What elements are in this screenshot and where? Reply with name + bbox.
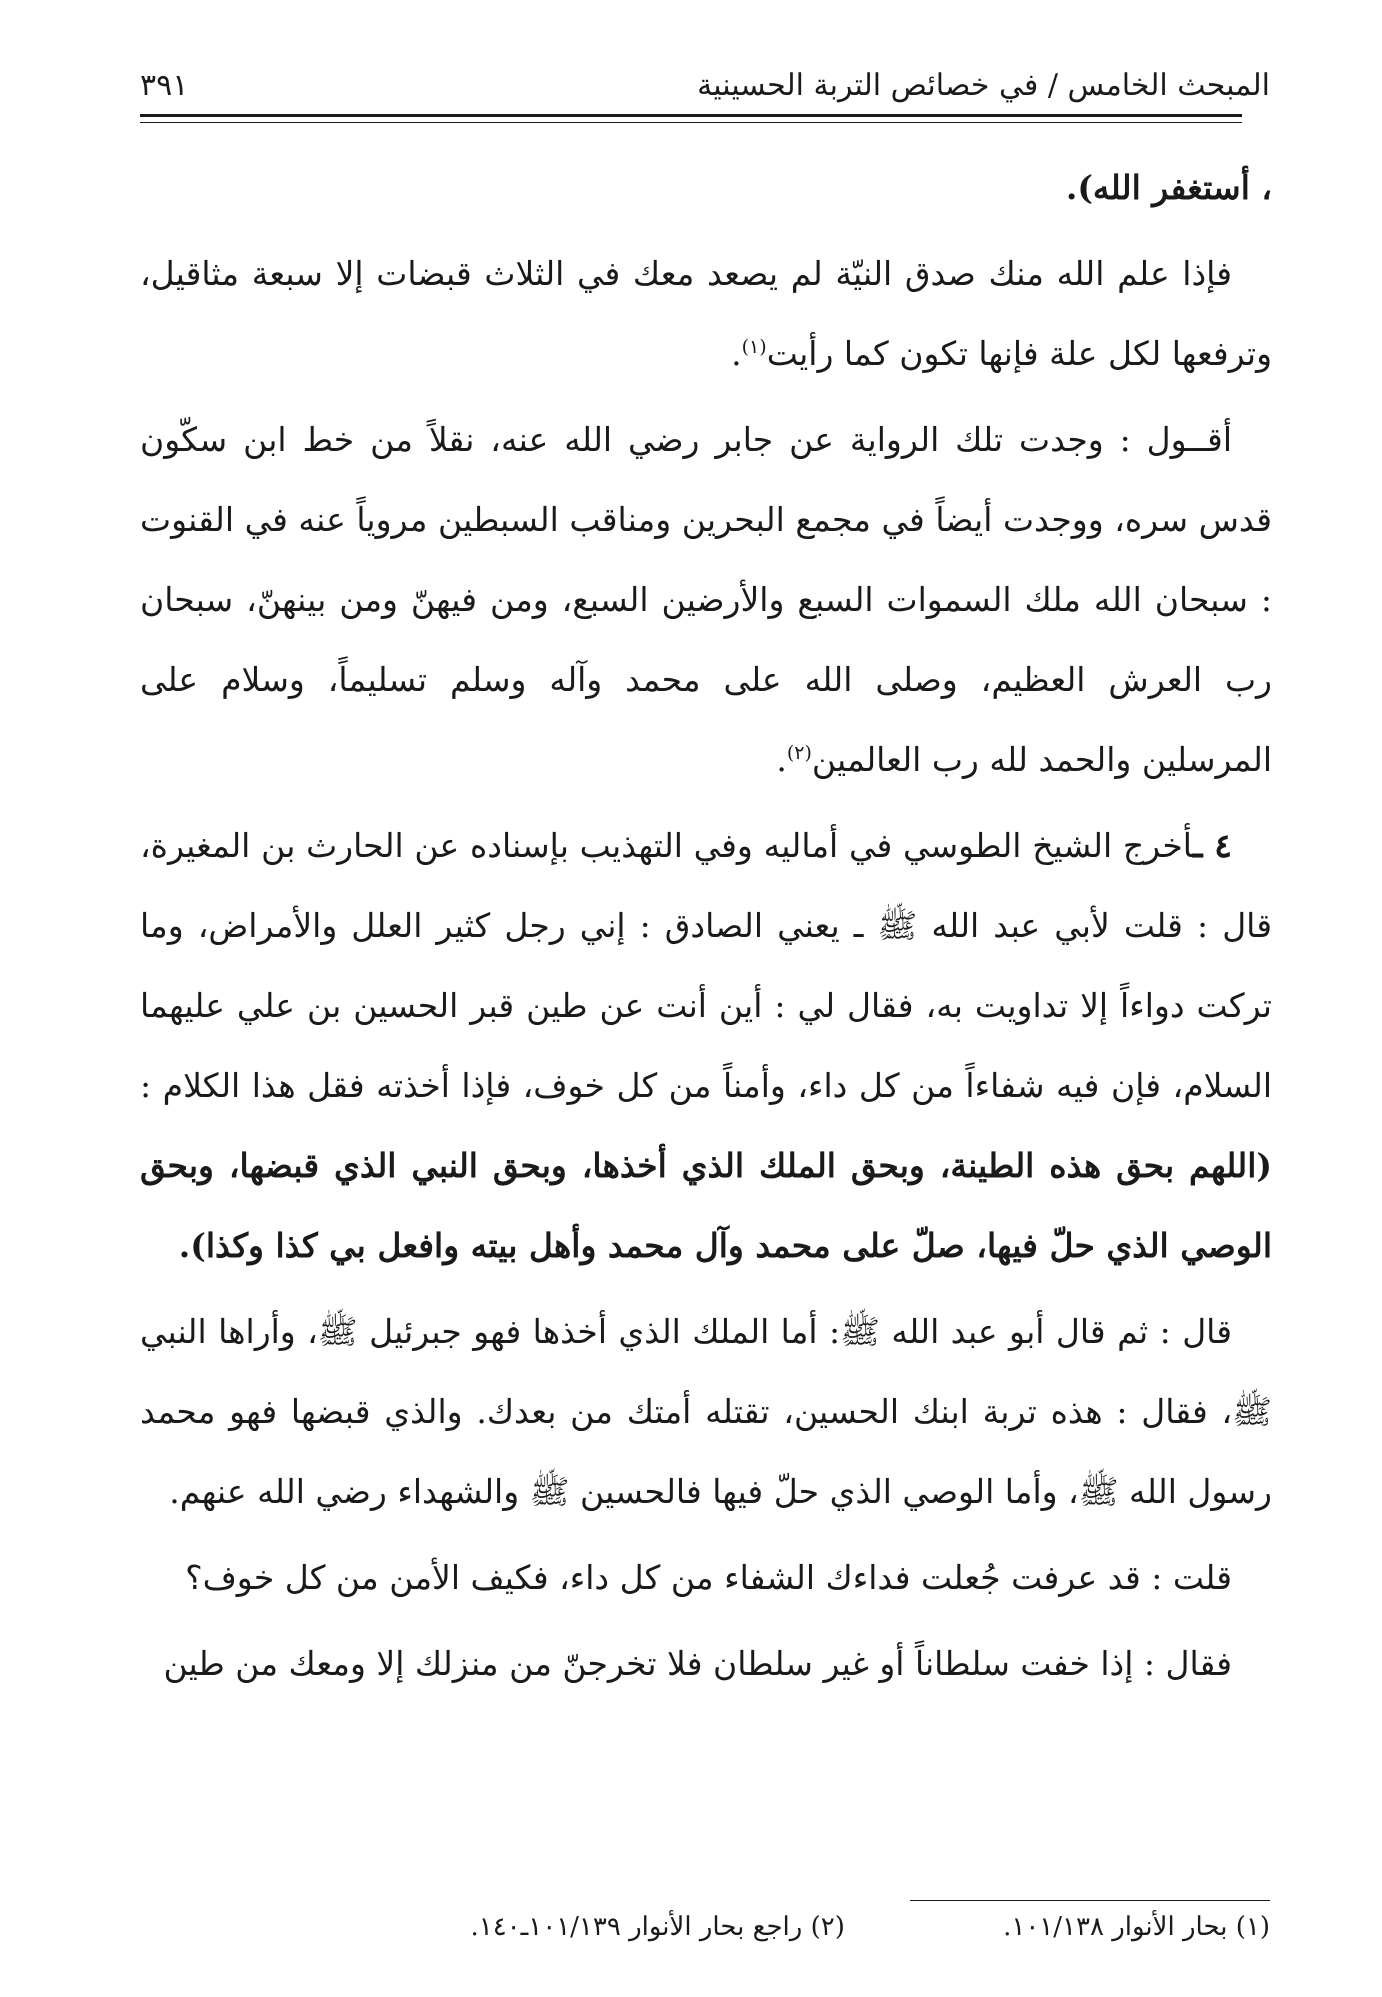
paragraph-3-end: . [776,740,787,779]
paragraph-5-text: قال : ثم قال أبو عبد الله ﷺ: أما الملك الذي أخذها فهو جبرئيل ﷺ، وأراها النبي ﷺ، فقال : هذه تربة ابنك الحسين، تقتله أمتك من بعدك. والذي قبضها فهو محمد رسول الله ﷺ، وأما الوصي الذي حلّ فيها فالحسين ﷺ والشهداء رضي الله عنهم. [140,1312,1272,1511]
footnote-ref-2: (٢) [786,742,812,764]
page-number: ٣٩١ [140,68,189,103]
chapter-title: المبحث الخامس / في خصائص التربة الحسينية [697,68,1270,103]
body-text [140,148,1272,1710]
paragraph-2 [140,234,1272,394]
header-rule-thick [140,114,1242,117]
paragraph-7-text: فقال : إذا خفت سلطاناً أو غير سلطان فلا تخرجنّ من منزلك إلا ومعك من طين [163,1644,1232,1683]
paragraph-4-number: ٤ ـ [1192,826,1232,865]
paragraph-4-dua: (اللهم بحق هذه الطينة، وبحق الملك الذي أخذها، وبحق النبي الذي قبضها، وبحق الوصي الذي حلّ فيها، صلّ على محمد وآل محمد وأهل بيته وافعل بي كذا وكذا). [140,1146,1272,1265]
footnote-ref-1: (١) [741,336,767,358]
paragraph-6-text: قلت : قد عرفت جُعلت فداءك الشفاء من كل داء، فكيف الأمن من كل خوف؟ [185,1558,1232,1597]
paragraph-2-end: . [731,334,742,373]
paragraph-3 [140,400,1272,800]
footnote-1: (١) بحار الأنوار ١٠١/١٣٨. [1003,1912,1270,1942]
paragraph-1-text: ، أستغفر الله). [1065,168,1272,207]
paragraph-7 [140,1624,1272,1704]
running-header [112,60,1270,110]
paragraph-1 [140,148,1272,228]
footnote-2: (٢) راجع بحار الأنوار ١٠١/١٣٩ـ١٤٠. [470,1912,845,1942]
header-rule-thin [140,122,1242,123]
footnotes [140,1912,1270,1942]
paragraph-6 [140,1538,1272,1618]
paragraph-4-text: أخرج الشيخ الطوسي في أماليه وفي التهذيب بإسناده عن الحارث بن المغيرة، قال : قلت لأبي عبد الله ﷺ ـ يعني الصادق : إني رجل كثير العلل والأمراض، وما تركت دواءاً إلا تداويت به، فقال لي : أين أنت عن طين قبر الحسين بن علي عليهما السلام، فإن فيه شفاءاً من كل داء، وأمناً من كل خوف، فإذا أخذته فقل هذا الكلام : [140,826,1272,1105]
paragraph-3-text: أقــول : وجدت تلك الرواية عن جابر رضي الله عنه، نقلاً من خط ابن سكّون قدس سره، ووجدت أيضاً في مجمع البحرين ومناقب السبطين مروياً عنه في القنوت : سبحان الله ملك السموات السبع والأرضين السبع، ومن فيهنّ ومن بينهنّ، سبحان رب العرش العظيم، وصلى الله على محمد وآله وسلم تسليماً، وسلام على المرسلين والحمد لله رب العالمين [140,420,1272,779]
paragraph-2-text: فإذا علم الله منك صدق النيّة لم يصعد معك في الثلاث قبضات إلا سبعة مثاقيل، وترفعها لكل علة فإنها تكون كما رأيت [140,254,1272,373]
footnote-rule [910,1900,1270,1901]
paragraph-4 [140,806,1272,1286]
paragraph-5 [140,1292,1272,1532]
